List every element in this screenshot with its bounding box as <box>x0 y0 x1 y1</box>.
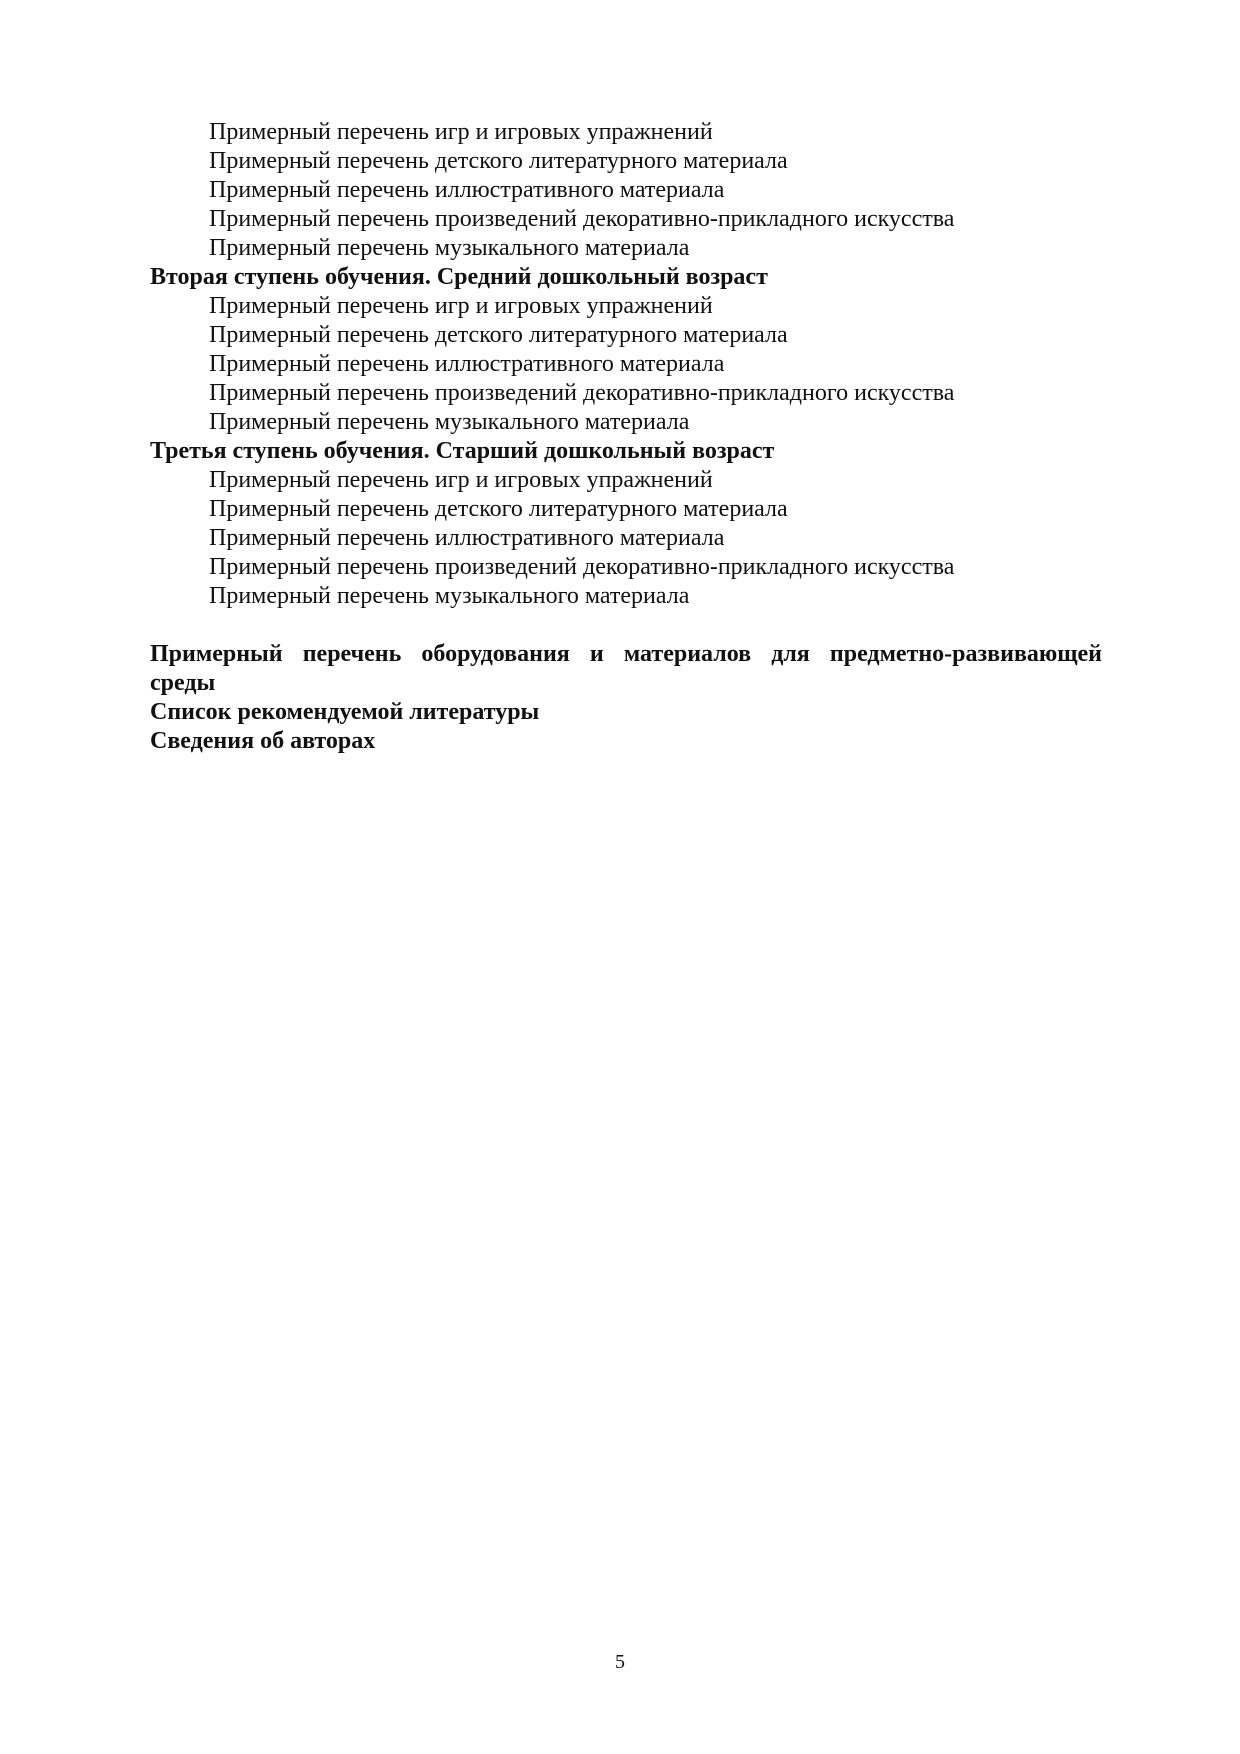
toc-item-decorative-art: Примерный перечень произведений декоративно-прикладного искусства <box>209 380 955 406</box>
toc-item-games: Примерный перечень игр и игровых упражнений <box>209 467 713 493</box>
toc-heading-authors: Сведения об авторах <box>150 728 376 754</box>
toc-item-music-material: Примерный перечень музыкального материала <box>209 409 690 435</box>
toc-item-decorative-art: Примерный перечень произведений декоративно-прикладного искусства <box>209 554 955 580</box>
toc-item-decorative-art: Примерный перечень произведений декоративно-прикладного искусства <box>209 206 955 232</box>
toc-item-illustrative-material: Примерный перечень иллюстративного материала <box>209 351 725 377</box>
toc-item-illustrative-material: Примерный перечень иллюстративного материала <box>209 525 725 551</box>
table-of-contents <box>150 118 1102 756</box>
toc-group-second-stage <box>150 263 1102 437</box>
toc-heading-second-stage: Вторая ступень обучения. Средний дошкольный возраст <box>150 264 768 290</box>
toc-item-illustrative-material: Примерный перечень иллюстративного материала <box>209 177 725 203</box>
toc-final-sections <box>150 640 1102 756</box>
toc-item-games: Примерный перечень игр и игровых упражнений <box>209 119 713 145</box>
toc-group-third-stage <box>150 437 1102 611</box>
toc-heading-equipment-continuation: среды <box>150 670 216 696</box>
toc-item-music-material: Примерный перечень музыкального материала <box>209 583 690 609</box>
toc-item-literary-material: Примерный перечень детского литературного материала <box>209 322 788 348</box>
toc-heading-third-stage: Третья ступень обучения. Старший дошкольный возраст <box>150 438 775 464</box>
page-number: 5 <box>615 1651 625 1673</box>
section-spacer <box>150 611 1102 640</box>
toc-item-literary-material: Примерный перечень детского литературного материала <box>209 496 788 522</box>
toc-item-music-material: Примерный перечень музыкального материала <box>209 235 690 261</box>
toc-heading-literature: Список рекомендуемой литературы <box>150 699 540 725</box>
toc-item-games: Примерный перечень игр и игровых упражнений <box>209 293 713 319</box>
toc-group-first-stage <box>150 118 1102 263</box>
toc-item-literary-material: Примерный перечень детского литературного материала <box>209 148 788 174</box>
toc-heading-equipment: Примерный перечень оборудования и материалов для предметно-развивающей <box>150 641 1102 667</box>
